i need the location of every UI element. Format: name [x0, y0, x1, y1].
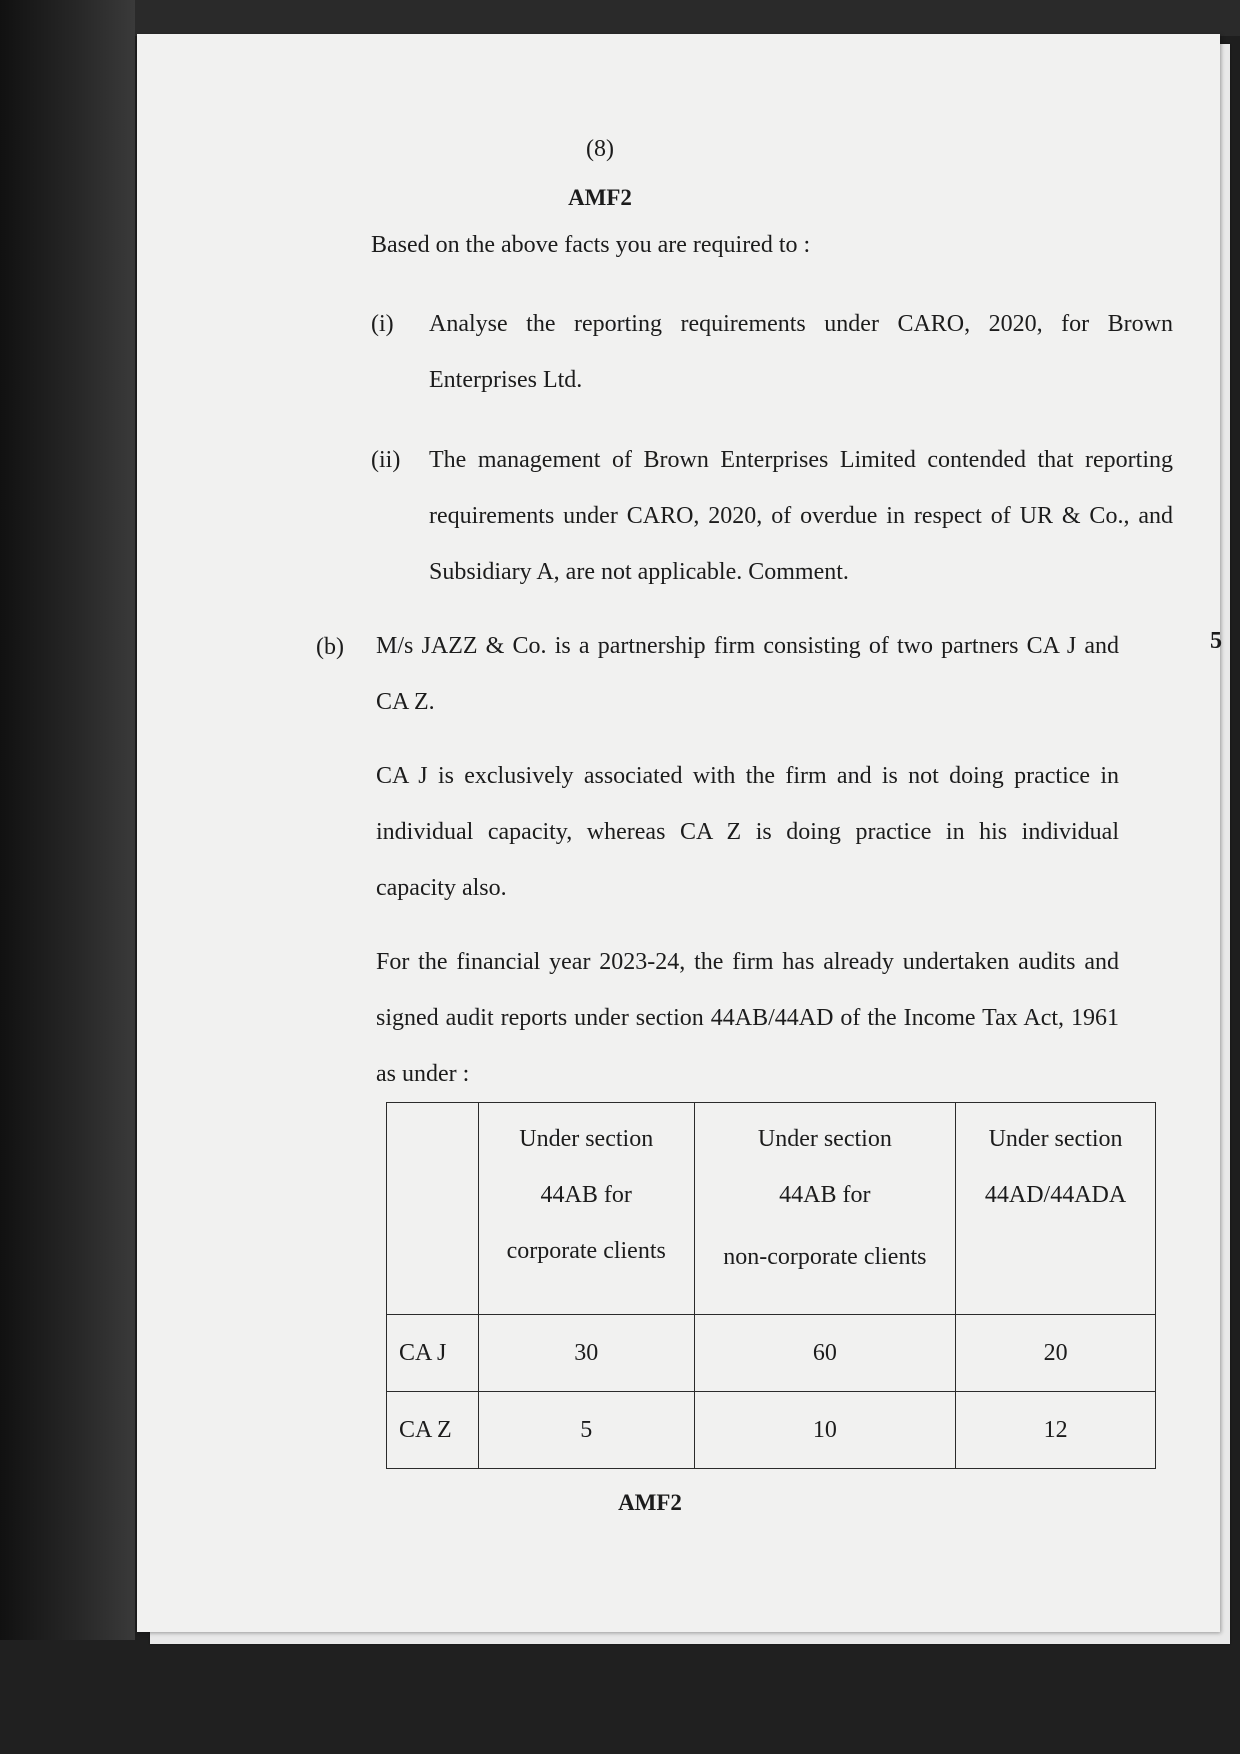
part-b-label: (b): [316, 634, 344, 660]
table-header-row: [387, 1103, 1156, 1315]
part-b-paragraph-3: For the financial year 2023-24, the firm has already undertaken audits and signed audit reports under section 44AB/44AD of the Income Tax Act, 1961 as under :: [376, 949, 1119, 1087]
table-row: [387, 1315, 1156, 1392]
header-line: Under section: [519, 1126, 654, 1152]
part-b-paragraph-2: CA J is exclusively associated with the firm and is not doing practice in individual capacity, whereas CA Z is doing practice in his individual capacity also.: [376, 763, 1119, 901]
cell-44ad-44ada: 12: [956, 1392, 1156, 1469]
scan-border-top: [0, 0, 1240, 36]
cell-44ad-44ada: 20: [956, 1315, 1156, 1392]
header-line: non-corporate clients: [723, 1244, 927, 1270]
question-label-ii: (ii): [371, 447, 401, 473]
header-line: 44AB for: [540, 1182, 632, 1208]
header-line: Under section: [757, 1126, 892, 1152]
cell-44ab-non-corporate: 10: [694, 1392, 956, 1469]
table-header-44ab-corporate: [478, 1103, 694, 1315]
instruction-text: Based on the above facts you are required to :: [371, 232, 811, 258]
question-label-i: (i): [371, 311, 394, 337]
scan-border-bottom: [0, 1640, 1240, 1754]
question-text-i: Analyse the reporting requirements under CARO, 2020, for Brown Enterprises Ltd.: [429, 311, 1173, 393]
table-header-44ad-44ada: [956, 1103, 1156, 1315]
header-line: 44AB for: [779, 1182, 871, 1208]
cell-44ab-corporate: 30: [478, 1315, 694, 1392]
table-header-blank: [387, 1103, 479, 1315]
cell-44ab-non-corporate: 60: [694, 1315, 956, 1392]
paper-code-top: AMF2: [568, 185, 632, 210]
header-line: corporate clients: [506, 1238, 666, 1264]
table-header-44ab-non-corporate: [694, 1103, 956, 1315]
part-b-paragraph-1: M/s JAZZ & Co. is a partnership firm consisting of two partners CA J and CA Z.: [376, 633, 1119, 715]
header-line: Under section: [988, 1126, 1123, 1152]
marks-indicator: 5: [1210, 628, 1222, 654]
table-row: [387, 1392, 1156, 1469]
audit-table: [386, 1102, 1156, 1469]
row-partner-name: CA J: [387, 1315, 479, 1392]
page-number: (8): [586, 136, 614, 162]
cell-44ab-corporate: 5: [478, 1392, 694, 1469]
question-text-ii: The management of Brown Enterprises Limited contended that reporting requirements under CARO, 2020, of overdue in respect of UR & Co., and Subsidiary A, are not applicable. Comment.: [429, 447, 1173, 585]
row-partner-name: CA Z: [387, 1392, 479, 1469]
paper-code-bottom: AMF2: [618, 1490, 682, 1515]
header-line: 44AD/44ADA: [984, 1182, 1127, 1208]
